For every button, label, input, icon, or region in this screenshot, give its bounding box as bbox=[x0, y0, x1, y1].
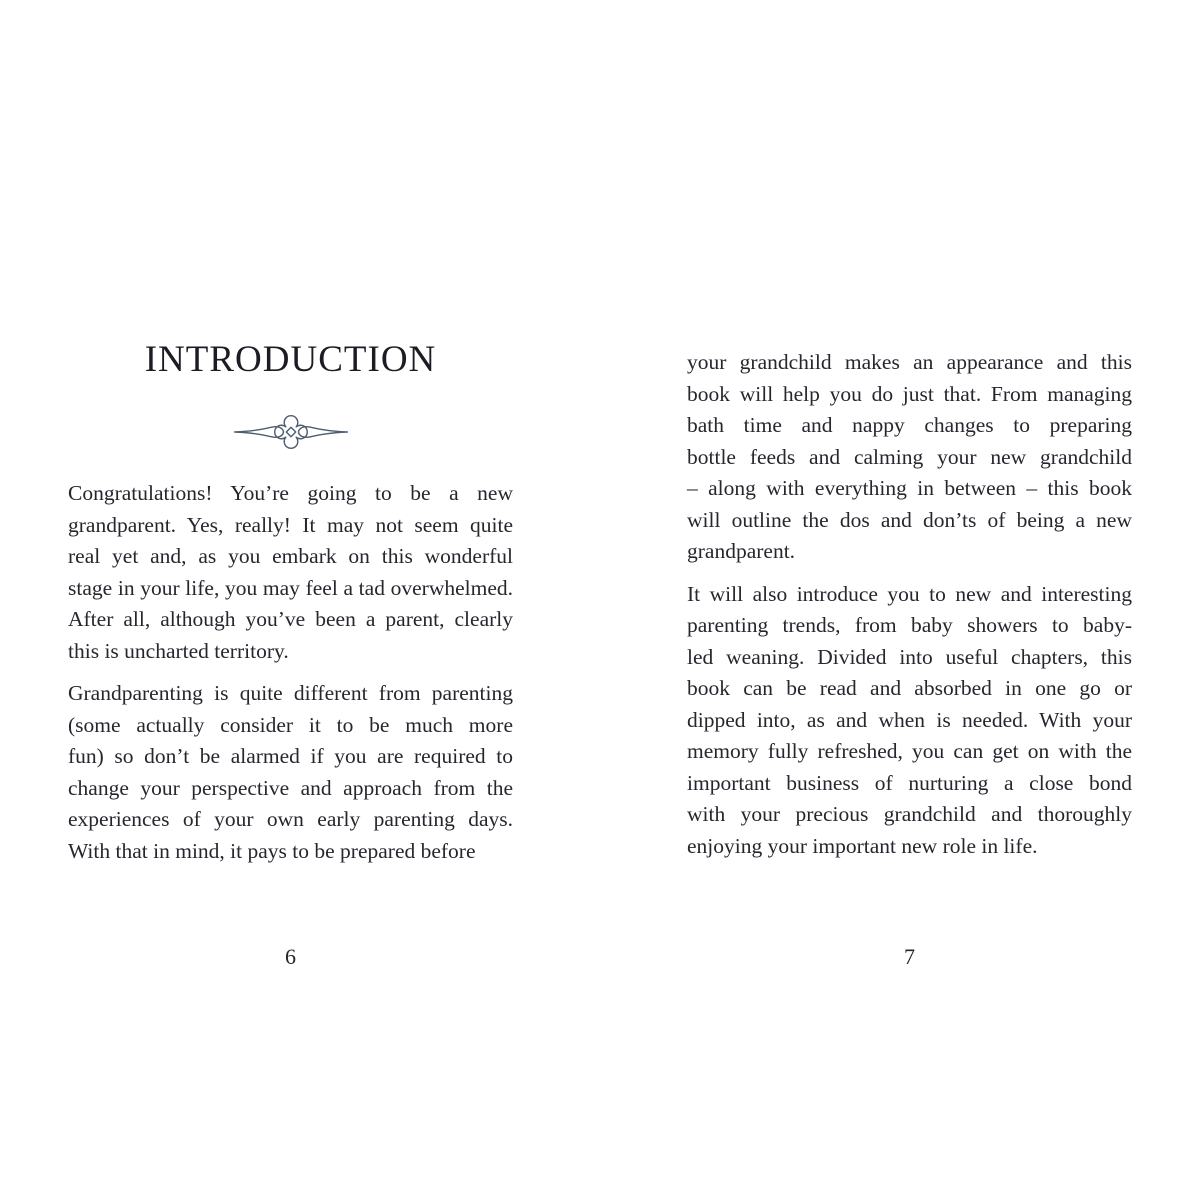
paragraph bbox=[68, 678, 513, 867]
text-line: led weaning. Divided into useful chapters, this bbox=[687, 644, 1132, 669]
page-number-left: 6 bbox=[285, 944, 296, 969]
text-line: important business of nurturing a close bond bbox=[687, 770, 1132, 795]
text-line: dipped into, as and when is needed. With your bbox=[687, 707, 1132, 732]
text-line: this is uncharted territory. bbox=[68, 638, 289, 663]
fleuron-divider-icon bbox=[68, 413, 513, 451]
left-page-body bbox=[68, 478, 513, 867]
text-line: with your precious grandchild and thoroughly bbox=[687, 802, 1132, 826]
text-line: will outline the dos and don’ts of being a new bbox=[687, 507, 1132, 532]
text-line: your grandchild makes an appearance and this bbox=[687, 350, 1132, 374]
paragraph bbox=[68, 478, 513, 667]
text-line: change your perspective and approach from the bbox=[68, 775, 513, 800]
text-line: stage in your life, you may feel a tad overwhelmed. bbox=[68, 575, 513, 600]
text-line: parenting trends, from baby showers to baby- bbox=[687, 613, 1132, 637]
text-line: book will help you do just that. From managing bbox=[687, 381, 1132, 406]
text-line: grandparent. bbox=[687, 539, 796, 563]
text-line: Congratulations! You’re going to be a new bbox=[68, 481, 513, 505]
page-number-right: 7 bbox=[904, 944, 915, 969]
text-line: fun) so don’t be alarmed if you are required to bbox=[68, 744, 513, 768]
text-line: After all, although you’ve been a parent, clearly bbox=[68, 607, 513, 631]
right-page-body bbox=[687, 347, 1132, 862]
text-line: (some actually consider it to be much more bbox=[68, 712, 513, 737]
text-line: bath time and nappy changes to preparing bbox=[687, 413, 1132, 437]
text-line: real yet and, as you embark on this wonderful bbox=[68, 544, 513, 568]
text-line: experiences of your own early parenting days. bbox=[68, 807, 513, 831]
paragraph bbox=[687, 347, 1132, 568]
chapter-title: INTRODUCTION bbox=[144, 339, 437, 380]
text-line: book can be read and absorbed in one go or bbox=[687, 676, 1132, 700]
text-line: With that in mind, it pays to be prepared before bbox=[68, 838, 476, 863]
text-line: – along with everything in between – this book bbox=[687, 476, 1132, 500]
text-line: bottle feeds and calming your new grandchild bbox=[687, 444, 1132, 469]
text-line: memory fully refreshed, you can get on with the bbox=[687, 739, 1132, 763]
text-line: grandparent. Yes, really! It may not seem quite bbox=[68, 512, 513, 537]
text-line: enjoying your important new role in life. bbox=[687, 833, 1038, 858]
paragraph bbox=[687, 579, 1132, 863]
text-line: It will also introduce you to new and interesting bbox=[687, 581, 1132, 606]
text-line: Grandparenting is quite different from parenting bbox=[68, 681, 513, 705]
